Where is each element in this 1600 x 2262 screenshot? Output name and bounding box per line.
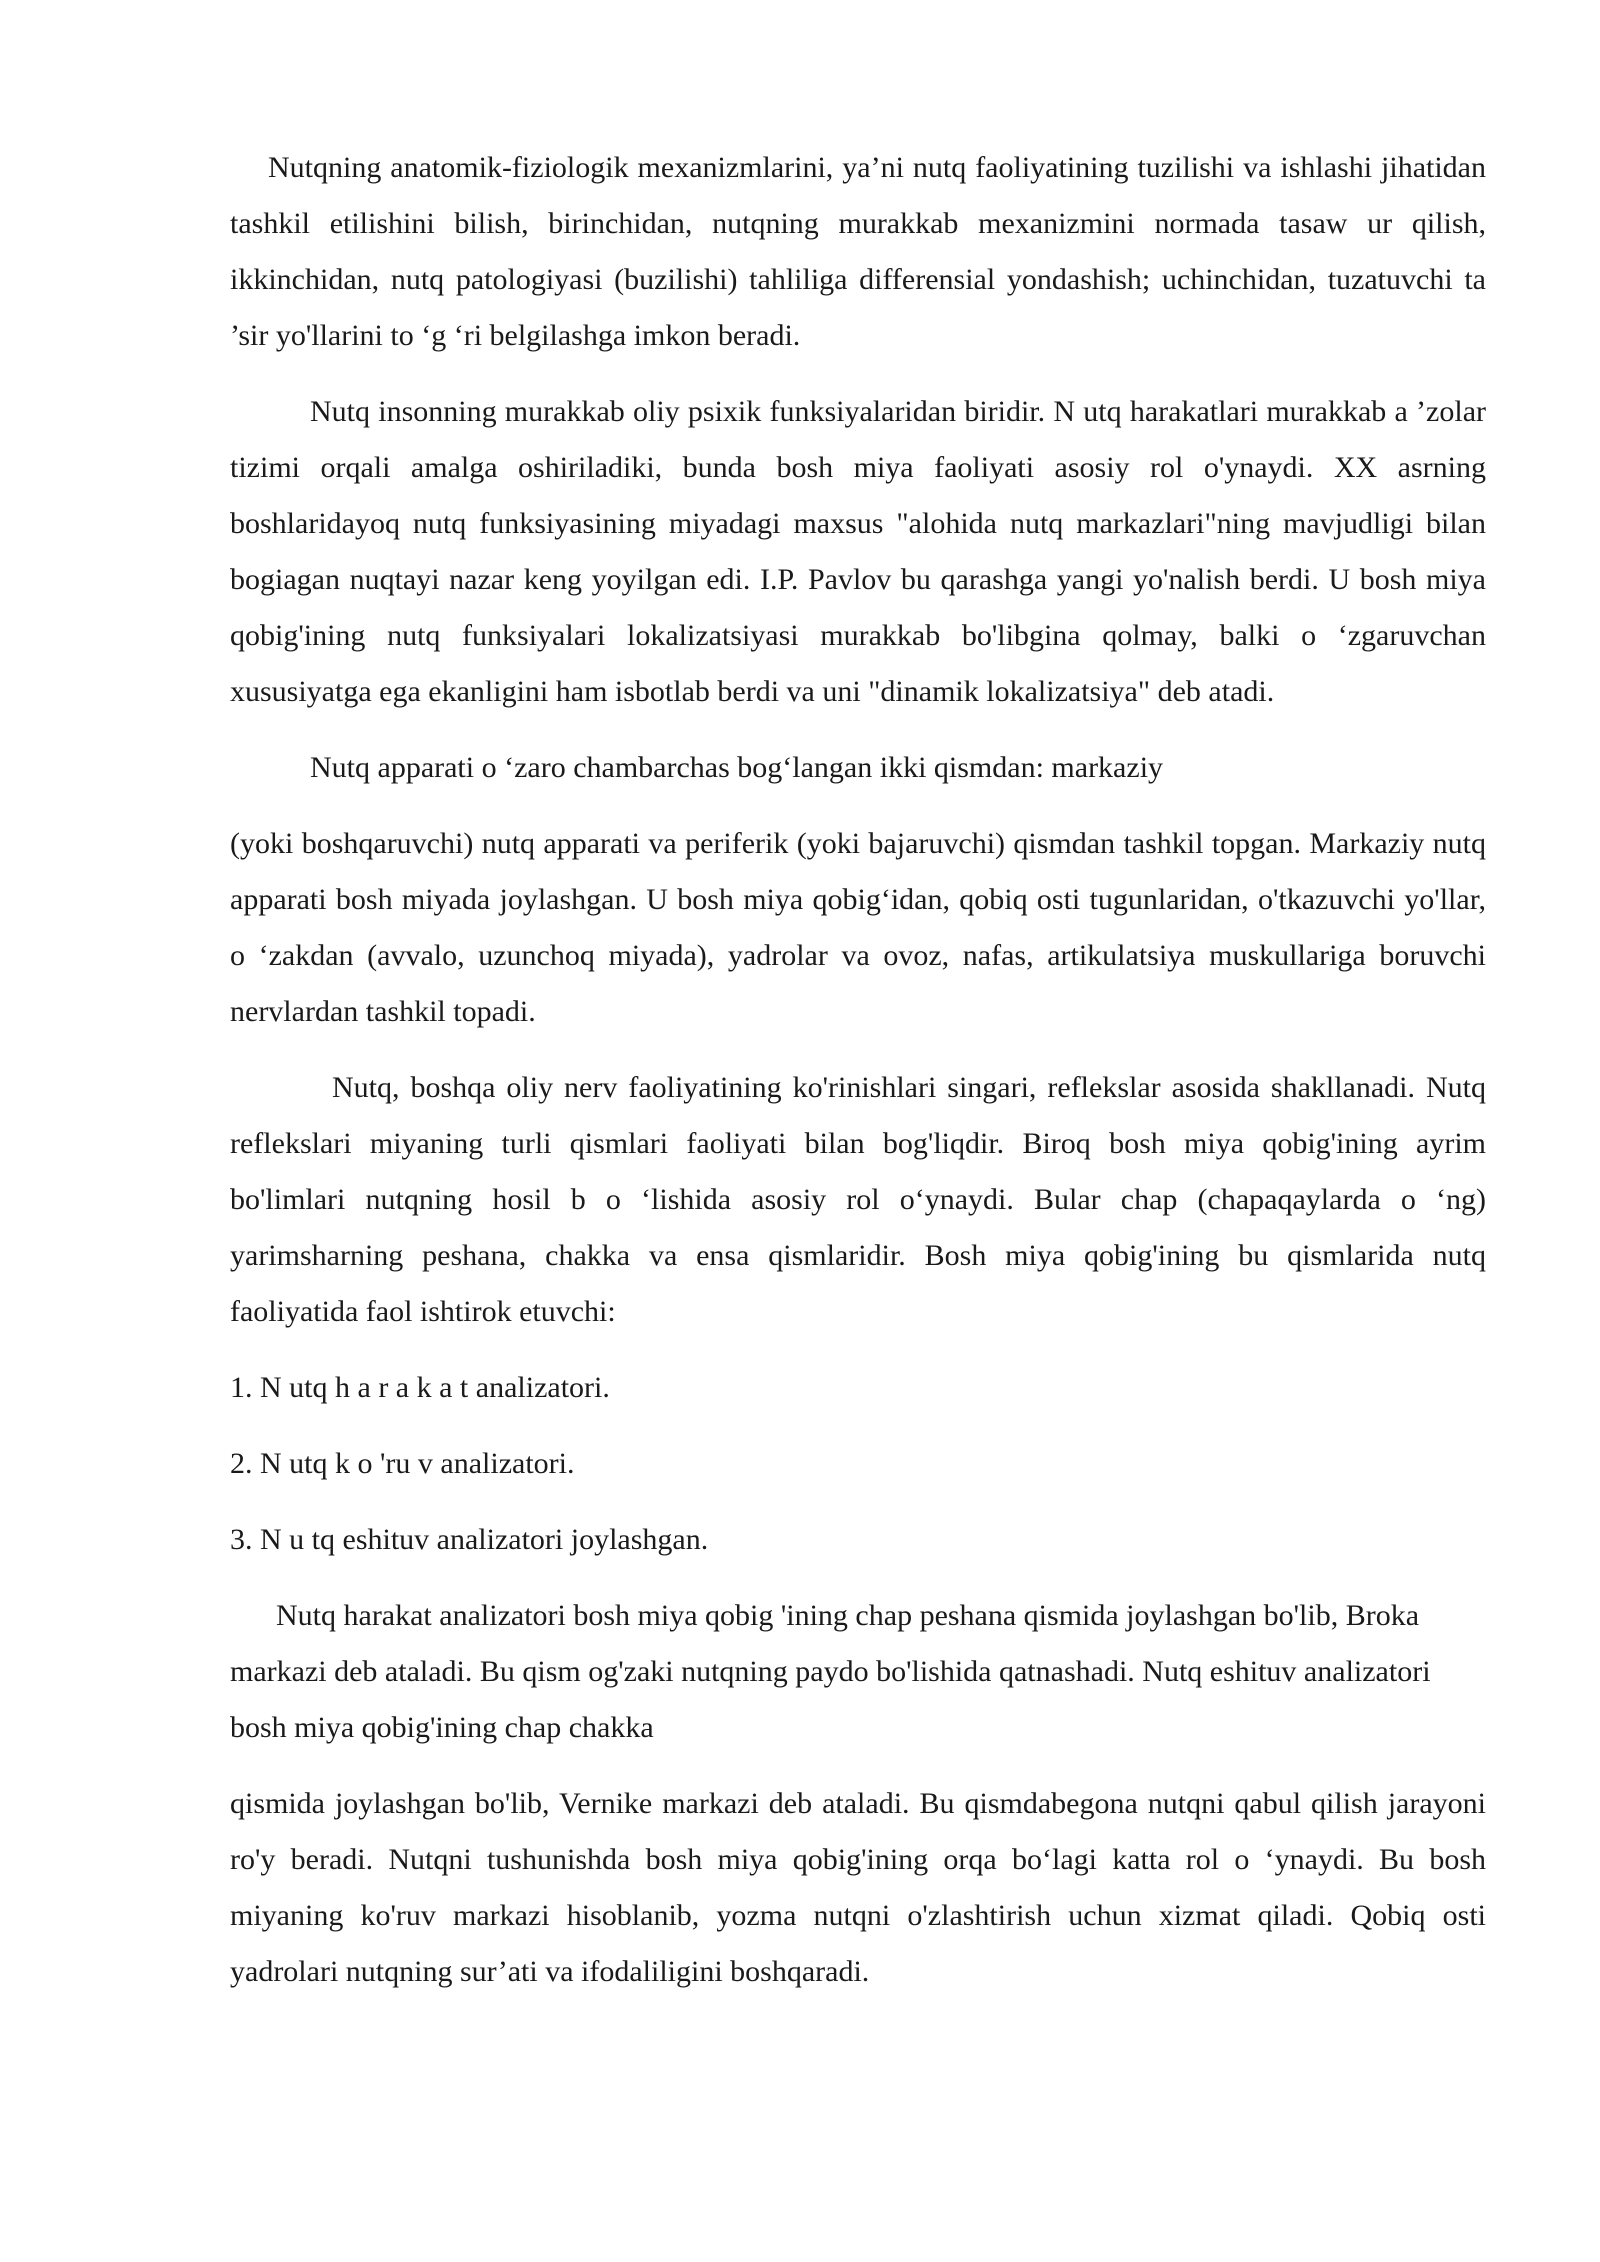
paragraph-central-apparatus: (yoki boshqaruvchi) nutq apparati va periferik (yoki bajaruvchi) qismdan tashkil topgan. Markaziy nutq apparati bosh miyada joylashgan. U bosh miya qobig‘idan, qobiq osti tugunlaridan, o'tkazuvchi yo'llar, o ‘zakdan (avvalo, uzunchoq miyada), yadrolar va ovoz, nafas, artikulatsiya muskullariga boruvchi nervlardan tashkil topadi.	[230, 827, 1486, 1028]
paragraph-broca-center: Nutq harakat analizatori bosh miya qobig 'ining chap peshana qismida joylashgan bo'lib, Broka markazi deb ataladi. Bu qism og'zaki nutqning paydo bo'lishida qatnashadi. Nutq eshituv analizatori bosh miya qobig'ining chap chakka	[230, 1599, 1431, 1744]
paragraph-speech-apparatus-start: Nutq apparati o ‘zaro chambarchas bog‘langan ikki qismdan: markaziy	[310, 751, 1164, 784]
paragraph-anatomy-intro: Nutqning anatomik-fiziologik mexanizmlarini, ya’ni nutq faoliyatining tuzilishi va ishlashi jihatidan tashkil etilishini bilish, birinchidan, nutqning murakkab mexanizmini normada tasaw ur qilish, ikkinchidan, nutq patologiyasi (buzilishi) tahliliga differensial yondashish; uchinchidan, tuzatuvchi ta ’sir yo'llarini to ‘g ‘ri belgilashga imkon beradi.	[230, 151, 1486, 352]
list-item-visual-analyzer: 2. N utq k o 'ru v analizatori.	[230, 1447, 575, 1480]
document-body	[230, 140, 1486, 2020]
paragraph-speech-function: Nutq insonning murakkab oliy psixik funksiyalaridan biridir. N utq harakatlari murakkab a ’zolar tizimi orqali amalga oshiriladiki, bunda bosh miya faoliyati asosiy rol o'ynaydi. XX asrning boshlaridayoq nutq funksiyasining miyadagi maxsus "alohida nutq markazlari"ning mavjudligi bilan bogiagan nuqtayi nazar keng yoyilgan edi. I.P. Pavlov bu qarashga yangi yo'nalish berdi. U bosh miya qobig'ining nutq funksiyalari lokalizatsiyasi murakkab bo'libgina qolmay, balki o ‘zgaruvchan xususiyatga ega ekanligini ham isbotlab berdi va uni "dinamik lokalizatsiya" deb atadi.	[230, 395, 1486, 708]
paragraph-reflexes: Nutq, boshqa oliy nerv faoliyatining ko'rinishlari singari, reflekslar asosida shakllanadi. Nutq reflekslari miyaning turli qismlari faoliyati bilan bog'liqdir. Biroq bosh miya qobig'ining ayrim bo'limlari nutqning hosil b o ‘lishida asosiy rol o‘ynaydi. Bular chap (chapaqaylarda o ‘ng) yarimsharning peshana, chakka va ensa qismlaridir. Bosh miya qobig'ining bu qismlarida nutq faoliyatida faol ishtirok etuvchi:	[230, 1071, 1486, 1328]
paragraph-wernicke-center: qismida joylashgan bo'lib, Vernike markazi deb ataladi. Bu qismdabegona nutqni qabul qilish jarayoni ro'y beradi. Nutqni tushunishda bosh miya qobig'ining orqa bo‘lagi katta rol o ‘ynaydi. Bu bosh miyaning ko'ruv markazi hisoblanib, yozma nutqni o'zlashtirish uchun xizmat qiladi. Qobiq osti yadrolari nutqning sur’ati va ifodaliligini boshqaradi.	[230, 1787, 1486, 1988]
list-item-motor-analyzer: 1. N utq h a r a k a t analizatori.	[230, 1371, 610, 1404]
list-item-auditory-analyzer: 3. N u tq eshituv analizatori joylashgan.	[230, 1523, 709, 1556]
